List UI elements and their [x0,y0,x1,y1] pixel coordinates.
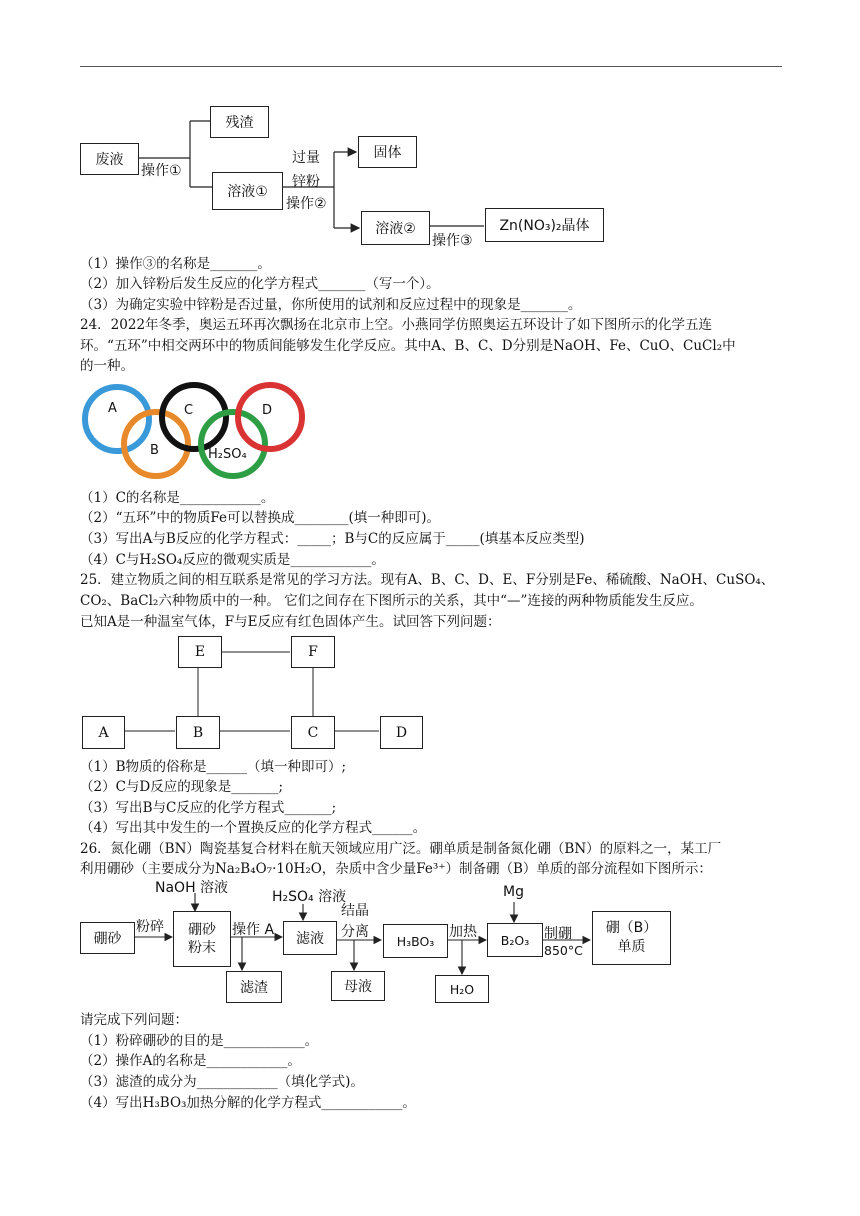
q24-item-4: （4）C与H₂SO₄反应的微观实质是____________。 [80,552,385,568]
op3-label: 操作③ [432,233,473,249]
node-b: B [176,716,220,749]
ring-acid-label: H₂SO₄ [208,447,247,462]
q24-item-2: （2）“五环”中的物质Fe可以替换成________(填一种即可)。 [80,510,441,526]
q26-stem-1: 26．氮化硼（BN）陶瓷基复合材料在航天领域应用广泛。硼单质是制备氮化硼（BN）的原料之一，某工厂 [80,841,722,857]
q24-item-1: （1）C的名称是____________。 [80,490,275,506]
q25-item-3: （3）写出B与C反应的化学方程式_______; [80,800,337,816]
mother-liquor-box: 母液 [331,971,385,1001]
crystallize-label: 结晶 [341,903,369,919]
naoh-label: NaOH 溶液 [155,880,229,896]
q25-stem-1: 25．建立物质之间的相互联系是常见的学习方法。现有A、B、C、D、E、F分别是Fe、稀硫酸、NaOH、CuSO₄、 [80,572,775,588]
borax-powder-box [173,911,231,967]
ring-c-label: C [184,403,194,418]
q24-item-3: （3）写出A与B反应的化学方程式：_____；B与C的反应属于_____(填基本反应类型) [80,531,585,547]
q25-stem-3: 已知A是一种温室气体，F与E反应有红色固体产生。试回答下列问题： [80,614,501,630]
q23-item-2: （2）加入锌粉后发生反应的化学方程式_______（写一个）。 [80,276,440,292]
q25-item-4: （4）写出其中发生的一个置换反应的化学方程式______。 [80,820,427,836]
q23-item-3: （3）为确定实验中锌粉是否过量，你所使用的试剂和反应过程中的现象是_______。 [80,297,582,313]
ring-a [85,387,149,451]
residue-box-q26: 滤渣 [226,971,282,1003]
op2-label: 操作② [286,196,327,212]
node-e: E [178,636,222,668]
q26-item-1: （1）粉碎硼砂的目的是____________。 [80,1033,319,1049]
heating-label: 加热 [449,924,477,940]
b2o3-box: B₂O₃ [487,923,543,957]
zinc-nitrate-crystal-box: Zn(NO₃)₂晶体 [485,208,604,242]
q23-item-1: （1）操作③的名称是_______。 [80,256,271,272]
ring-d-label: D [262,403,273,418]
boron-line2: 单质 [617,939,646,955]
zinc-powder-label: 锌粉 [292,174,320,190]
ring-c [162,385,226,449]
q26-stem-2: 利用硼砂（主要成分为Na₂B₄O₇·10H₂O，杂质中含少量Fe³⁺）制备硼（B）单质的部分流程如下图所示： [80,861,712,877]
borax-box: 硼砂 [80,922,135,954]
boric-acid-box: H₃BO₃ [383,924,448,958]
mg-label: Mg [503,884,524,900]
q26-item-4: （4）写出H₃BO₃加热分解的化学方程式____________。 [80,1095,416,1111]
q25-stem-2: CO₂、BaCl₂六种物质中的一种。 它们之间存在下图所示的关系，其中“—”连接的两种物质能发生反应。 [80,593,703,609]
water-box: H₂O [435,975,489,1003]
node-c: C [291,716,335,749]
q26-item-3: （3）滤渣的成分为____________（填化学式)。 [80,1074,364,1090]
borax-powder-line2: 粉末 [188,940,216,956]
q24-stem-1: 24．2022年冬季，奥运五环再次飘扬在北京市上空。小燕同学仿照奥运五环设计了如下图所示的化学五连 [80,317,713,333]
q25-item-1: （1）B物质的俗称是______（填一种即可）; [80,759,347,775]
operation-a-label: 操作 A [232,922,275,938]
q25-item-2: （2）C与D反应的现象是_______; [80,779,284,795]
ring-a-label: A [108,401,117,416]
solution2-box: 溶液② [361,211,430,245]
h2so4-label: H₂SO₄ 溶液 [272,889,347,905]
header-rule [80,66,782,67]
ring-acid [201,412,265,476]
q26-prompt: 请完成下列问题： [80,1012,188,1028]
q24-stem-3: 的一种。 [80,358,134,374]
make-boron-label: 制硼 [544,926,572,942]
boron-line1: 硼（B） [605,920,658,936]
temperature-label: 850°C [544,943,583,958]
residue-box: 残渣 [210,106,269,138]
q26-item-2: （2）操作A的名称是____________。 [80,1053,301,1069]
solid-box: 固体 [358,136,417,168]
ring-b-label: B [150,443,159,458]
crush-label: 粉碎 [136,919,164,935]
solution1-box: 溶液① [212,172,283,210]
excess-label: 过量 [292,150,320,166]
node-f: F [291,636,335,668]
node-d: D [380,716,423,749]
q24-stem-2: 环。“五环”中相交两环中的物质间能够发生化学反应。其中A、B、C、D分别是NaOH、Fe、CuO、CuCl₂中 [80,338,736,354]
waste-liquid-box: 废液 [80,143,139,175]
borax-powder-line1: 硼砂 [188,922,216,938]
op1-label: 操作① [141,163,182,179]
filtrate-box: 滤液 [283,921,337,955]
boron-element-box [592,911,671,965]
separate-label: 分离 [341,924,369,940]
node-a: A [82,716,125,749]
